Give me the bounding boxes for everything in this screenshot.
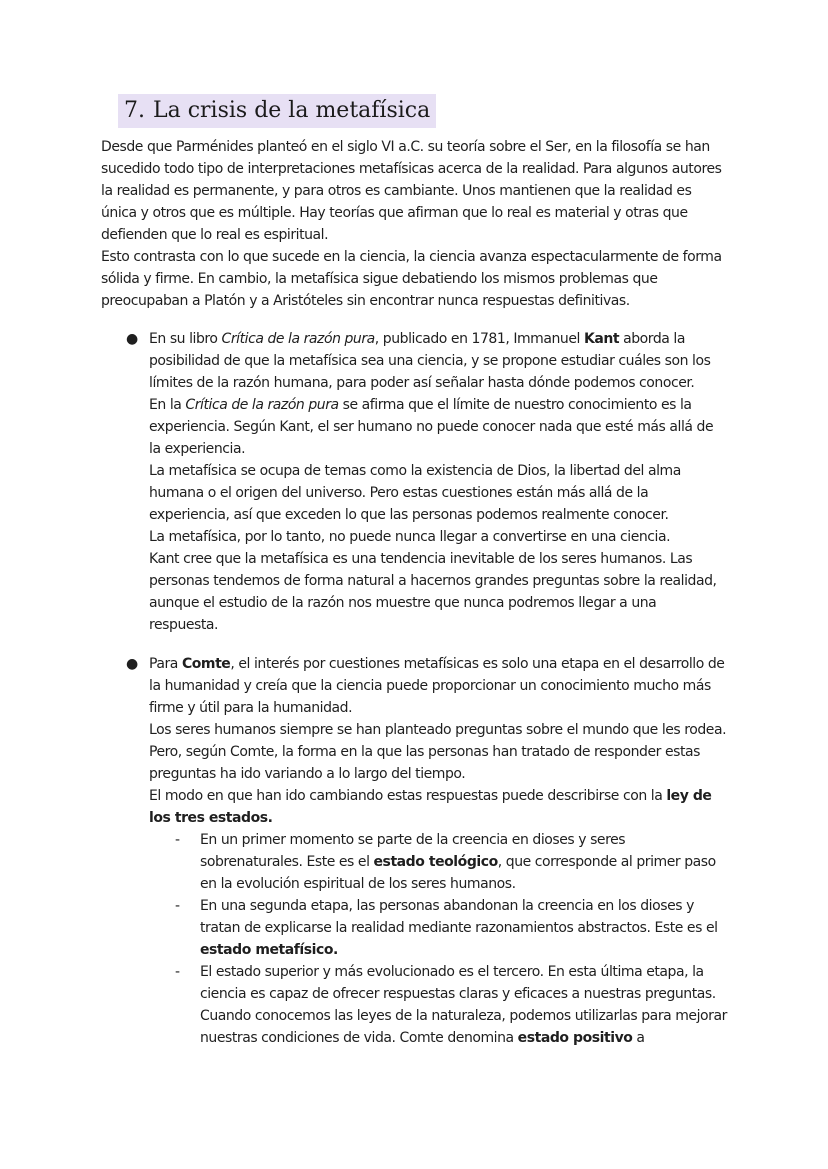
comte-bullet-icon: ● (126, 656, 139, 672)
dash-marker: - (175, 964, 180, 980)
kant-paragraph-3: La metafísica se ocupa de temas como la existencia de Dios, la libertad del alma humana o el origen del universo. Pero estas cuestiones están más allá de la experiencia, así que exceden lo que las personas podemos realmente conocer. (149, 463, 681, 523)
book-title-2: Crítica de la razón pura (185, 397, 339, 413)
comte-paragraph-3: El modo en que han ido cambiando estas respuestas puede describirse con la ley de los tres estados. (149, 788, 712, 826)
section-heading (118, 94, 436, 128)
kant-paragraph-1: En su libro Crítica de la razón pura, publicado en 1781, Immanuel Kant aborda la posibilidad de que la metafísica sea una ciencia, y se propone estudiar cuáles son los límites de la razón humana, para poder así señalar hasta dónde podemos conocer. (149, 331, 711, 391)
law-three-states: ley de los tres estados. (149, 788, 712, 826)
states-list (149, 829, 727, 1049)
intro-paragraph-1: Desde que Parménides planteó en el siglo VI a.C. su teoría sobre el Ser, en la filosofía se han sucedido todo tipo de interpretaciones metafísicas acerca de la realidad. Para algunos autores la realidad es permanente, y para otros es cambiante. Unos mantienen que la realidad es única y otros que es múltiple. Hay teorías que afirman que lo real es material y otras que defienden que lo real es espiritual. (101, 139, 722, 243)
dash-marker: - (175, 832, 180, 848)
state-theological: estado teológico (373, 854, 498, 870)
kant-paragraph-4: La metafísica, por lo tanto, no puede nunca llegar a convertirse en una ciencia. (149, 529, 671, 545)
list-item: - En un primer momento se parte de la creencia en dioses y seres sobrenaturales. Este es el estado teológico, que corresponde al primer paso en la evolución espiritual de los seres humanos. (149, 829, 727, 895)
kant-bullet-icon: ● (126, 331, 139, 347)
book-title: Crítica de la razón pura (221, 331, 375, 347)
kant-paragraph-5: Kant cree que la metafísica es una tendencia inevitable de los seres humanos. Las personas tendemos de forma natural a hacernos grandes preguntas sobre la realidad, aunque el estudio de la razón nos muestre que nunca podremos llegar a una respuesta. (149, 551, 717, 633)
comte-paragraph-2: Los seres humanos siempre se han planteado preguntas sobre el mundo que les rodea. Pero, según Comte, la forma en la que las personas han tratado de responder estas preguntas ha ido variando a lo largo del tiempo. (149, 722, 727, 782)
comte-name: Comte (181, 656, 231, 672)
kant-name: Kant (583, 331, 620, 347)
dash-marker: - (175, 898, 180, 914)
intro-text (101, 136, 725, 312)
list-item: - En una segunda etapa, las personas abandonan la creencia en los dioses y tratan de explicarse la realidad mediante razonamientos abstractos. Este es el estado metafísico. (149, 895, 727, 961)
intro-paragraph-2: Esto contrasta con lo que sucede en la ciencia, la ciencia avanza espectacularmente de forma sólida y firme. En cambio, la metafísica sigue debatiendo los mismos problemas que preocupaban a Platón y a Aristóteles sin encontrar nunca respuestas definitivas. (101, 249, 722, 309)
section-title: La crisis de la metafísica (153, 98, 431, 123)
state-metaphysical: estado metafísico. (200, 942, 338, 958)
kant-section (149, 328, 727, 636)
kant-paragraph-2: En la Crítica de la razón pura se afirma que el límite de nuestro conocimiento es la experiencia. Según Kant, el ser humano no puede conocer nada que esté más allá de la experiencia. (149, 397, 714, 457)
state-positive: estado positivo (517, 1030, 633, 1046)
list-item: - El estado superior y más evolucionado es el tercero. En esta última etapa, la ciencia es capaz de ofrecer respuestas claras y eficaces a nuestras preguntas. Cuando conocemos las leyes de la naturaleza, podemos utilizarlas para mejorar nuestras condiciones de vida. Comte denomina estado positivo a (149, 961, 727, 1049)
comte-paragraph-1: Para Comte, el interés por cuestiones metafísicas es solo una etapa en el desarrollo de la humanidad y creía que la ciencia puede proporcionar un conocimiento mucho más firme y útil para la humanidad. (149, 656, 725, 716)
section-number: 7. (124, 98, 145, 123)
comte-section (149, 653, 727, 1049)
